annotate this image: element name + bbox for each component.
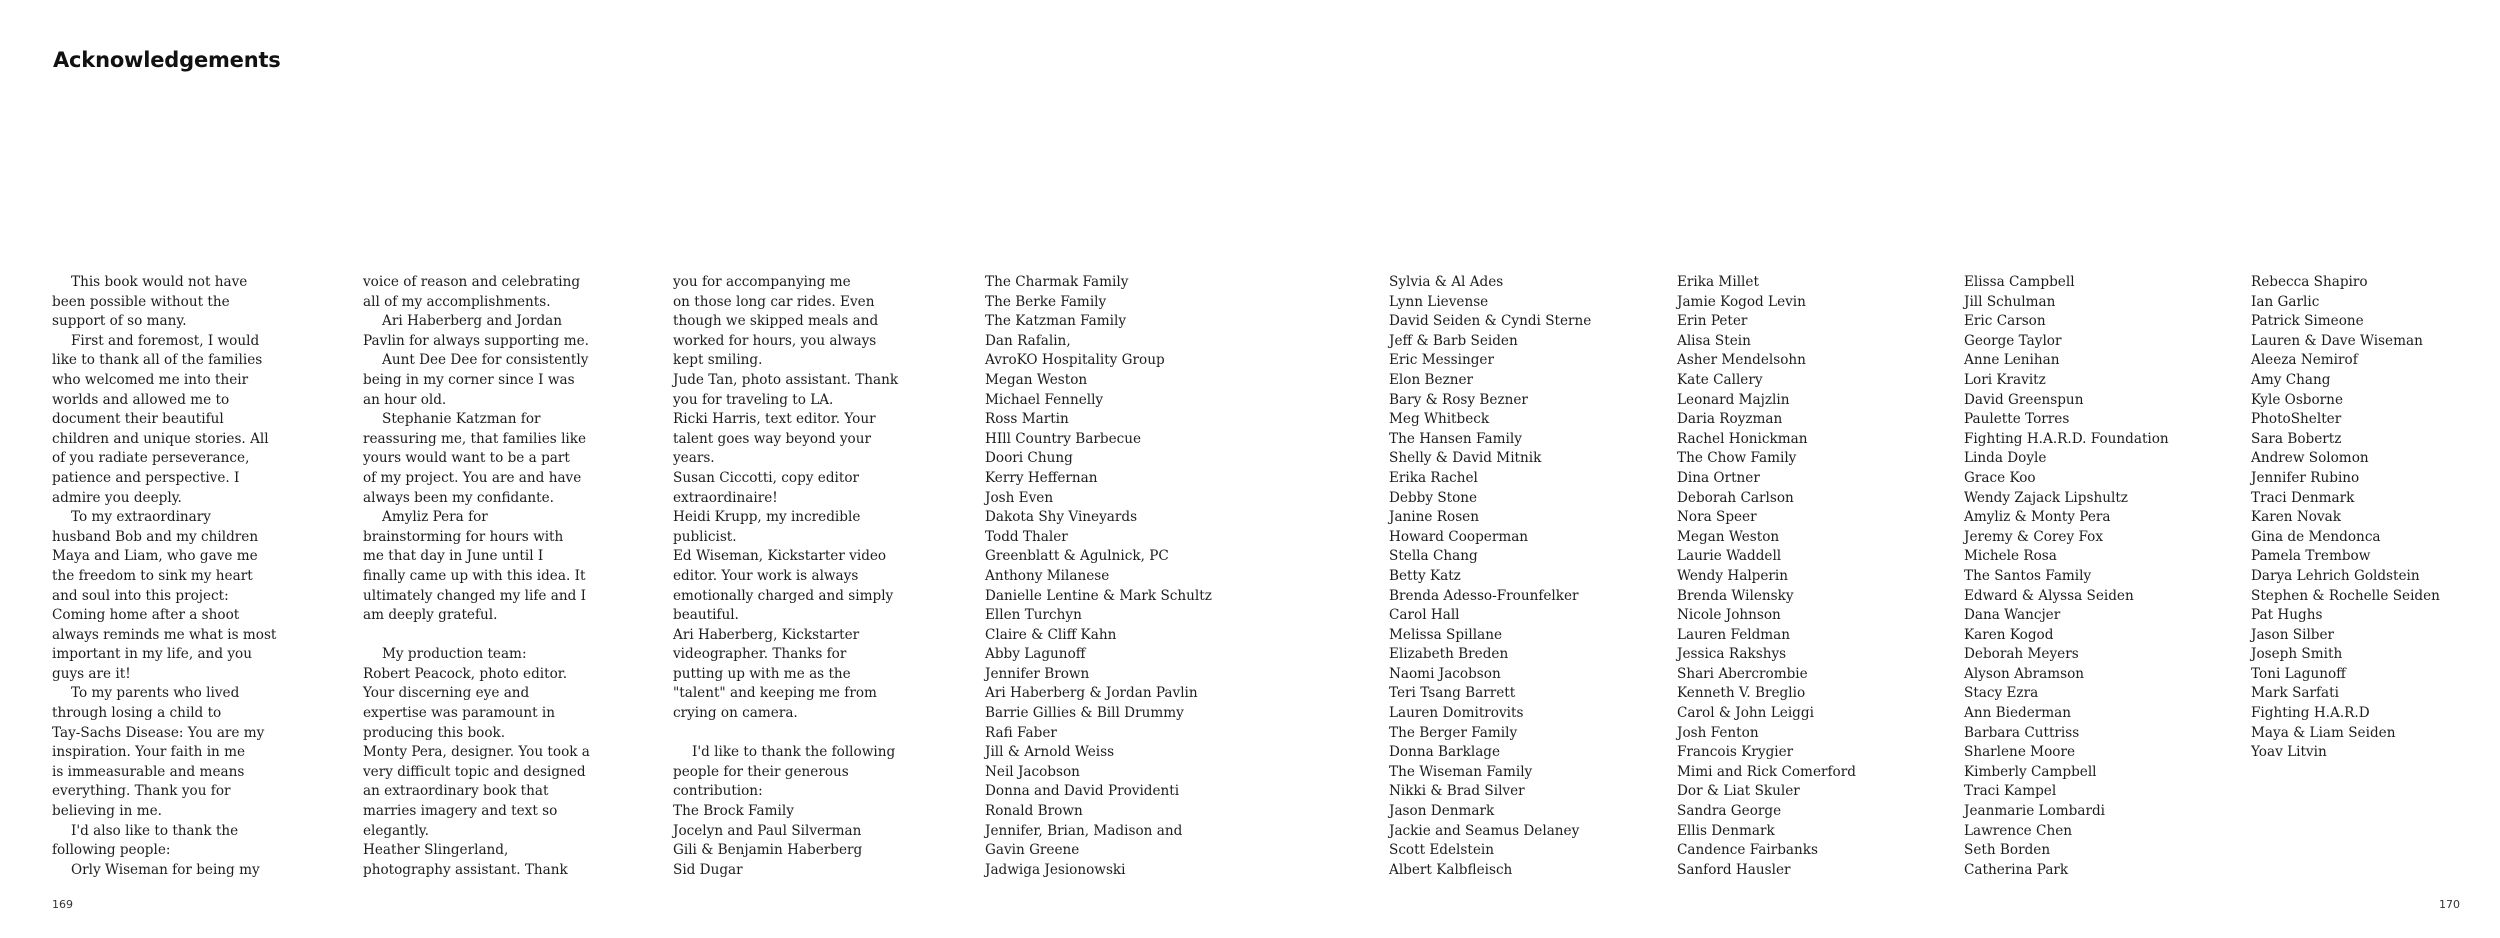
text-line: Paulette Torres (1964, 411, 2070, 428)
text-line: Alyson Abramson (1964, 665, 2085, 682)
text-line: Kimberly Campbell (1964, 763, 2097, 780)
names-column-3 (1677, 273, 1856, 880)
text-line: Eric Carson (1964, 313, 2046, 330)
text-line: Jeanmarie Lombardi (1964, 803, 2106, 820)
text-line: Carol & John Leiggi (1677, 705, 1814, 722)
text-line: Shari Abercrombie (1677, 665, 1808, 682)
text-line: following people: (52, 842, 171, 859)
text-line: Ellen Turchyn (985, 607, 1082, 624)
text-line: Dan Rafalin, (985, 332, 1071, 349)
text-line: Dakota Shy Vineyards (985, 509, 1138, 526)
text-line: Coming home after a shoot (52, 607, 240, 624)
text-line: Fighting H.A.R.D (2251, 705, 2370, 722)
text-line: Lauren & Dave Wiseman (2251, 332, 2423, 349)
names-column-5 (2251, 273, 2440, 763)
text-line: through losing a child to (52, 705, 222, 722)
text-line: Jude Tan, photo assistant. Thank (673, 371, 899, 388)
text-line: Michele Rosa (1964, 548, 2057, 565)
text-line: ultimately changed my life and I (363, 587, 586, 604)
text-line: Robert Peacock, photo editor. (363, 665, 568, 682)
text-line: Nora Speer (1677, 509, 1757, 526)
text-line: Rachel Honickman (1677, 430, 1808, 447)
text-line: Abby Lagunoff (985, 646, 1086, 663)
text-line: Ari Haberberg, Kickstarter (673, 626, 860, 643)
text-line: The Chow Family (1677, 450, 1797, 467)
text-line: Traci Kampel (1964, 783, 2057, 800)
text-line: Jackie and Seamus Delaney (1389, 822, 1580, 839)
text-line: Sylvia & Al Ades (1389, 274, 1504, 290)
text-line: Brenda Adesso-Frounfelker (1389, 587, 1579, 604)
text-line: Lynn Lievense (1389, 293, 1489, 310)
text-line: worlds and allowed me to (52, 391, 230, 408)
text-line: Aleeza Nemirof (2251, 352, 2358, 369)
text-line: talent goes way beyond your (673, 430, 871, 447)
text-line: The Berke Family (985, 293, 1107, 310)
text-line: Patrick Simeone (2251, 313, 2364, 330)
text-line: Jill & Arnold Weiss (985, 744, 1115, 761)
text-line: Jennifer Rubino (2251, 469, 2360, 486)
text-line: Edward & Alyssa Seiden (1964, 587, 2134, 604)
page-number-left: 169 (52, 898, 73, 911)
text-line: Greenblatt & Agulnick, PC (985, 548, 1169, 565)
text-line: Ian Garlic (2251, 293, 2320, 310)
text-line: admire you deeply. (52, 489, 182, 506)
text-line: The Katzman Family (985, 313, 1127, 330)
text-line: Deborah Meyers (1964, 646, 2079, 663)
text-line: Dina Ortner (1677, 469, 1760, 486)
text-line: yours would want to be a part (363, 450, 570, 467)
text-line: support of so many. (52, 313, 187, 330)
text-line: Debby Stone (1389, 489, 1478, 506)
text-line: Ari Haberberg & Jordan Pavlin (985, 685, 1198, 702)
text-line: extraordinaire! (673, 489, 778, 506)
text-line: The Hansen Family (1389, 430, 1522, 447)
text-line: Nicole Johnson (1677, 607, 1781, 624)
text-line: Your discerning eye and (363, 685, 530, 702)
text-line: important in my life, and you (52, 646, 252, 663)
text-line: on those long car rides. Even (673, 293, 875, 310)
text-line: HIll Country Barbecue (985, 430, 1142, 447)
text-line: photography assistant. Thank (363, 861, 568, 878)
text-line: kept smiling. (673, 352, 763, 369)
text-line: voice of reason and celebrating (363, 274, 581, 290)
text-line: David Seiden & Cyndi Sterne (1389, 313, 1592, 330)
text-line: Yoav Litvin (2251, 744, 2327, 761)
text-line: Pamela Trembow (2251, 548, 2371, 565)
text-line: beautiful. (673, 607, 739, 624)
text-line: Heather Slingerland, (363, 842, 509, 859)
text-line: Elissa Campbell (1964, 274, 2075, 290)
text-line: all of my accomplishments. (363, 293, 551, 310)
text-line: being in my corner since I was (363, 371, 575, 388)
text-line: videographer. Thanks for (673, 646, 847, 663)
text-line: Carol Hall (1389, 607, 1460, 624)
text-line: My production team: (382, 646, 527, 663)
text-line: Monty Pera, designer. You took a (363, 744, 590, 761)
text-line: The Brock Family (673, 803, 794, 820)
text-line: Joseph Smith (2251, 646, 2343, 663)
text-line: everything. Thank you for (52, 783, 231, 800)
text-line: Jill Schulman (1964, 293, 2056, 310)
text-line: Gili & Benjamin Haberberg (673, 842, 863, 859)
text-line: Dana Wancjer (1964, 607, 2061, 624)
text-line: Darya Lehrich Goldstein (2251, 567, 2420, 584)
text-line: Ed Wiseman, Kickstarter video (673, 548, 887, 565)
text-line: Aunt Dee Dee for consistently (382, 352, 589, 369)
text-line: Jennifer, Brian, Madison and (985, 822, 1183, 839)
text-line (673, 724, 898, 744)
text-line: David Greenspun (1964, 391, 2084, 408)
text-line: Toni Lagunoff (2251, 665, 2346, 682)
text-line: Lauren Domitrovits (1389, 705, 1524, 722)
text-line: though we skipped meals and (673, 313, 879, 330)
text-line: Sandra George (1677, 803, 1782, 820)
text-line: Erika Millet (1677, 274, 1759, 290)
text-line: Sanford Hausler (1677, 861, 1791, 878)
text-line: who welcomed me into their (52, 371, 249, 388)
text-line: The Wiseman Family (1389, 763, 1533, 780)
text-line: Neil Jacobson (985, 763, 1080, 780)
text-line: Heidi Krupp, my incredible (673, 509, 861, 526)
text-line: Amyliz Pera for (382, 509, 488, 526)
text-line: Meg Whitbeck (1389, 411, 1490, 428)
text-line: publicist. (673, 528, 737, 545)
text-line: Shelly & David Mitnik (1389, 450, 1542, 467)
text-line: Pat Hughs (2251, 607, 2323, 624)
text-line: Seth Borden (1964, 842, 2051, 859)
text-line: Jason Denmark (1389, 803, 1495, 820)
text-line: Fighting H.A.R.D. Foundation (1964, 430, 2169, 447)
text-line: Albert Kalbfleisch (1389, 861, 1513, 878)
text-line: PhotoShelter (2251, 411, 2342, 428)
text-line: Danielle Lentine & Mark Schultz (985, 587, 1212, 604)
text-line: The Santos Family (1964, 567, 2092, 584)
text-line: Ronald Brown (985, 803, 1083, 820)
text-line: you for traveling to LA. (673, 391, 834, 408)
text-line: contribution: (673, 783, 763, 800)
text-line: worked for hours, you always (673, 332, 877, 349)
text-line: Pavlin for always supporting me. (363, 332, 589, 349)
text-line: The Charmak Family (985, 274, 1129, 290)
text-line: putting up with me as the (673, 665, 851, 682)
text-line: years. (673, 450, 715, 467)
text-line: Lauren Feldman (1677, 626, 1791, 643)
text-line: husband Bob and my children (52, 528, 259, 545)
text-line: been possible without the (52, 293, 230, 310)
names-column-2 (1389, 273, 1591, 880)
text-line: Linda Doyle (1964, 450, 2047, 467)
text-line: brainstorming for hours with (363, 528, 564, 545)
text-line: Rebecca Shapiro (2251, 274, 2368, 290)
text-line: Eric Messinger (1389, 352, 1494, 369)
text-line: Kerry Heffernan (985, 469, 1098, 486)
text-line: Josh Even (985, 489, 1054, 506)
text-line: Kenneth V. Breglio (1677, 685, 1806, 702)
text-line: The Berger Family (1389, 724, 1518, 741)
text-line: Orly Wiseman for being my (71, 861, 260, 878)
text-line: Amyliz & Monty Pera (1964, 509, 2111, 526)
text-line: Megan Weston (985, 371, 1088, 388)
text-line: like to thank all of the families (52, 352, 263, 369)
text-line: Jadwiga Jesionowski (985, 861, 1126, 878)
text-line: elegantly. (363, 822, 430, 839)
names-column-1 (985, 273, 1212, 880)
text-line: Jason Silber (2251, 626, 2335, 643)
text-line: Daria Royzman (1677, 411, 1783, 428)
text-line: Sid Dugar (673, 861, 743, 878)
text-line: of you radiate perseverance, (52, 450, 250, 467)
text-line: Ann Biederman (1964, 705, 2072, 722)
text-line: marries imagery and text so (363, 803, 558, 820)
text-line: Karen Kogod (1964, 626, 2054, 643)
text-line: Grace Koo (1964, 469, 2036, 486)
text-line: I'd like to thank the following (692, 744, 896, 761)
text-line: crying on camera. (673, 705, 798, 722)
text-line: Francois Krygier (1677, 744, 1794, 761)
text-line: Betty Katz (1389, 567, 1461, 584)
text-line: Howard Cooperman (1389, 528, 1529, 545)
text-line: Gina de Mendonca (2251, 528, 2381, 545)
text-line: "talent" and keeping me from (673, 685, 877, 702)
text-line: me that day in June until I (363, 548, 544, 565)
page-number-right: 170 (2439, 898, 2460, 911)
text-line: Anne Lenihan (1964, 352, 2060, 369)
text-line: Gavin Greene (985, 842, 1080, 859)
text-line: you for accompanying me (673, 274, 851, 290)
text-line: Brenda Wilensky (1677, 587, 1794, 604)
text-line: Mimi and Rick Comerford (1677, 763, 1856, 780)
text-line: Donna and David Providenti (985, 783, 1180, 800)
text-line: Claire & Cliff Kahn (985, 626, 1117, 643)
text-line: inspiration. Your faith in me (52, 744, 246, 761)
text-line: Deborah Carlson (1677, 489, 1794, 506)
text-line: Rafi Faber (985, 724, 1057, 741)
text-line: editor. Your work is always (673, 567, 859, 584)
text-line: To my extraordinary (71, 509, 211, 526)
text-line: To my parents who lived (71, 685, 240, 702)
text-line: Catherina Park (1964, 861, 2069, 878)
text-line: Teri Tsang Barrett (1389, 685, 1516, 702)
text-line: and soul into this project: (52, 587, 229, 604)
text-line: finally came up with this idea. It (363, 567, 586, 584)
text-line: Jeff & Barb Seiden (1389, 332, 1518, 349)
text-line: document their beautiful (52, 411, 224, 428)
text-line: guys are it! (52, 665, 131, 682)
text-line: expertise was paramount in (363, 705, 556, 722)
text-line: Amy Chang (2251, 371, 2331, 388)
text-line: emotionally charged and simply (673, 587, 894, 604)
text-line: Tay-Sachs Disease: You are my (52, 724, 265, 741)
text-line: Lori Kravitz (1964, 371, 2046, 388)
text-line: Stella Chang (1389, 548, 1478, 565)
text-line: First and foremost, I would (71, 332, 260, 349)
text-line: This book would not have (71, 274, 248, 290)
text-line: Megan Weston (1677, 528, 1780, 545)
text-line: believing in me. (52, 803, 162, 820)
text-line: Nikki & Brad Silver (1389, 783, 1525, 800)
text-line: Josh Fenton (1677, 724, 1759, 741)
text-line: Asher Mendelsohn (1677, 352, 1806, 369)
text-line: the freedom to sink my heart (52, 567, 253, 584)
text-line: Erika Rachel (1389, 469, 1478, 486)
text-line: Janine Rosen (1389, 509, 1479, 526)
text-line: Sharlene Moore (1964, 744, 2076, 761)
text-line: Andrew Solomon (2251, 450, 2369, 467)
text-line: people for their generous (673, 763, 849, 780)
text-line: Dor & Liat Skuler (1677, 783, 1800, 800)
text-line: Ari Haberberg and Jordan (382, 313, 563, 330)
text-line: Laurie Waddell (1677, 548, 1782, 565)
text-line: Karen Novak (2251, 509, 2341, 526)
text-line: an extraordinary book that (363, 783, 549, 800)
text-line: Naomi Jacobson (1389, 665, 1501, 682)
text-line: Leonard Majzlin (1677, 391, 1790, 408)
text-line: Barrie Gillies & Bill Drummy (985, 705, 1184, 722)
text-line: Jessica Rakshys (1677, 646, 1787, 663)
text-column-3 (673, 273, 898, 880)
text-line (363, 626, 590, 646)
text-line: Alisa Stein (1677, 332, 1751, 349)
text-line: is immeasurable and means (52, 763, 245, 780)
text-line: very difficult topic and designed (363, 763, 586, 780)
text-column-2 (363, 273, 590, 880)
text-line: Melissa Spillane (1389, 626, 1502, 643)
text-line: Susan Ciccotti, copy editor (673, 469, 860, 486)
text-line: Bary & Rosy Bezner (1389, 391, 1528, 408)
text-line: Todd Thaler (985, 528, 1068, 545)
text-line: Barbara Cuttriss (1964, 724, 2080, 741)
text-line: Jeremy & Corey Fox (1964, 528, 2104, 545)
text-line: Wendy Zajack Lipshultz (1964, 489, 2128, 506)
text-line: Jocelyn and Paul Silverman (673, 822, 862, 839)
text-line: Kyle Osborne (2251, 391, 2343, 408)
text-line: Erin Peter (1677, 313, 1748, 330)
text-line: Stephen & Rochelle Seiden (2251, 587, 2440, 604)
text-line: Ricki Harris, text editor. Your (673, 411, 876, 428)
text-line: Donna Barklage (1389, 744, 1501, 761)
text-line: Lawrence Chen (1964, 822, 2072, 839)
text-line: Candence Fairbanks (1677, 842, 1818, 859)
names-column-4 (1964, 273, 2169, 880)
page-title: Acknowledgements (53, 48, 281, 72)
text-line: George Taylor (1964, 332, 2062, 349)
text-line: patience and perspective. I (52, 469, 240, 486)
text-line: Ross Martin (985, 411, 1069, 428)
text-line: Elon Bezner (1389, 371, 1474, 388)
text-line: Anthony Milanese (985, 567, 1110, 584)
text-line: of my project. You are and have (363, 469, 582, 486)
text-line: am deeply grateful. (363, 607, 498, 624)
text-line: I'd also like to thank the (71, 822, 239, 839)
text-line: Stacy Ezra (1964, 685, 2039, 702)
text-line: Jamie Kogod Levin (1677, 293, 1806, 310)
text-line: Traci Denmark (2251, 489, 2355, 506)
text-line: always reminds me what is most (52, 626, 277, 643)
text-line: always been my confidante. (363, 489, 554, 506)
text-line: Maya and Liam, who gave me (52, 548, 258, 565)
text-line: Stephanie Katzman for (382, 411, 541, 428)
text-line: producing this book. (363, 724, 506, 741)
text-column-1 (52, 273, 276, 880)
text-line: Maya & Liam Seiden (2251, 724, 2396, 741)
text-line: Michael Fennelly (985, 391, 1104, 408)
text-line: Elizabeth Breden (1389, 646, 1509, 663)
text-line: Ellis Denmark (1677, 822, 1775, 839)
text-line: Sara Bobertz (2251, 430, 2342, 447)
text-line: Doori Chung (985, 450, 1073, 467)
text-line: AvroKO Hospitality Group (985, 352, 1165, 369)
text-line: children and unique stories. All (52, 430, 269, 447)
text-line: Scott Edelstein (1389, 842, 1494, 859)
text-line: reassuring me, that families like (363, 430, 587, 447)
text-line: Kate Callery (1677, 371, 1763, 388)
text-line: an hour old. (363, 391, 447, 408)
text-line: Mark Sarfati (2251, 685, 2339, 702)
text-line: Wendy Halperin (1677, 567, 1789, 584)
text-line: Jennifer Brown (985, 665, 1090, 682)
